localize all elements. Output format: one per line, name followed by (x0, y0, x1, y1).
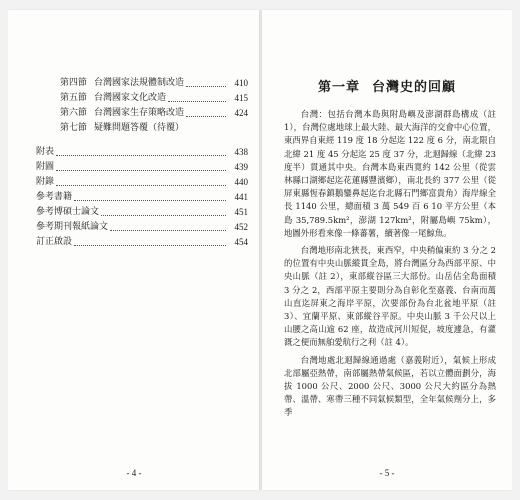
toc-entry[interactable] (36, 220, 248, 235)
page-number-left: - 4 - (126, 468, 142, 478)
left-page (8, 10, 260, 490)
toc-entry[interactable] (36, 91, 248, 106)
toc-entry-title: 台灣國家生存策略改造 (94, 108, 185, 118)
toc-section-number: 第四節 (60, 78, 88, 88)
toc-page-number: 438 (234, 147, 248, 157)
toc-entry-title: 附表 (36, 147, 55, 157)
toc-entry[interactable] (36, 205, 248, 220)
toc-section-number: 第七節 (60, 123, 88, 133)
toc-page-number: 451 (234, 207, 248, 217)
chapter-heading (262, 76, 512, 95)
toc-entry-title: 台灣國家文化改造 (94, 93, 167, 103)
body-paragraph: 台灣：包括台灣本島與附島嶼及澎湖群島構成（註1），台灣位處地球上最大陸、最大海洋的交會中心位置，東西界自東經 119 度 18 分起迄 122 度 6 分，南北限自北緯 21 度 45 分起迄 25 度 37 分，北迴歸線（北緯 23 度半）貫通其中央。台灣本島東西寬約 142 公里（從雲林縣口湖鄉起迄花蓮縣豐濱鄉），南北長約 377 公里（從屏東縣恆春鎮鵝鑾鼻起迄台北縣石門鄉富貴角）海岸線全長 1140 公里，總面積 3 萬 549 百 6 10 平方公里（本島 35,789.5km²，澎湖 127km²，附屬島嶼 75km），地圖外形看來像一條蕃薯，續著像一尾鯨魚。 (284, 109, 496, 238)
body-paragraph: 台灣地形南北狹長，東西窄，中央稍偏東約 3 分之 2 的位置有中央山脈縱貫全島，將台灣區分為西部平原、中央山脈（註 2），東部縱谷區三大部份。山岳佔全島面積 3 分之 2，西部平原主要則分為自彰化至嘉義、台南而萬山直迄屏東之海岸平原，次要部份為台北盆地平原（註 3）、宜蘭平原、東部縱谷平原。中央山脈 3 千公尺以上山腰之高山逾 62 座，故造成河川短促，坡度遽急，有灌溉之便而無舶愛航行之利（註 4）。 (284, 245, 496, 348)
toc-entry-title: 參考書籍 (36, 192, 73, 202)
toc-entry[interactable] (36, 76, 248, 91)
toc-leader-dots (74, 200, 226, 201)
toc-page-number: 440 (234, 177, 248, 187)
table-of-contents (36, 76, 248, 250)
chapter-title: 台灣史的回顧 (372, 80, 457, 95)
toc-leader-dots (168, 101, 226, 102)
toc-section-number: 第六節 (60, 108, 88, 118)
toc-entry-title: 台灣國家法規體制改造 (94, 78, 185, 88)
toc-entry-title: 參考博碩士論文 (36, 207, 100, 217)
toc-entry[interactable] (36, 145, 248, 160)
toc-entry-title: 附圖 (36, 162, 55, 172)
toc-entry[interactable] (36, 160, 248, 175)
toc-leader-dots (110, 230, 226, 231)
toc-leader-dots (186, 116, 226, 117)
toc-page-number: 441 (234, 192, 248, 202)
chapter-number: 第一章 (317, 80, 360, 95)
toc-section-number: 第五節 (60, 93, 88, 103)
toc-entry-title: 訂正啟設 (36, 237, 73, 247)
toc-entry-title: 疑難問題答覆（待覆） (94, 123, 185, 133)
toc-leader-dots (74, 245, 226, 246)
toc-leader-dots (56, 170, 226, 171)
right-page (262, 10, 512, 490)
toc-page-number: 439 (234, 162, 248, 172)
toc-page-number: 410 (234, 78, 248, 88)
toc-leader-dots (101, 215, 226, 216)
toc-page-number: 454 (234, 237, 248, 247)
toc-entry[interactable] (36, 175, 248, 190)
toc-entry[interactable] (36, 106, 248, 121)
page-number-right: - 5 - (379, 468, 395, 478)
body-paragraph: 台灣地處北迴歸線通過處（嘉義附近），氣候上形成北部屬亞熱帶，南部屬熱帶氣候區，若以立體面劃分，海拔 1000 公尺、2000 公尺、3000 公尺大約區分為熱帶、溫帶、寒帶三種不同氣候類型，全年氣候劑分上，多季 (284, 354, 496, 418)
toc-entry-title: 參考期刊報紙論文 (36, 222, 109, 232)
toc-leader-dots (186, 86, 226, 87)
toc-leader-dots (56, 155, 226, 156)
toc-page-number: 424 (234, 108, 248, 118)
toc-entry-title: 附錄 (36, 177, 55, 187)
toc-entry[interactable] (36, 190, 248, 205)
toc-page-number: 452 (234, 222, 248, 232)
toc-page-number: 415 (234, 93, 248, 103)
toc-leader-dots (56, 185, 226, 186)
chapter-body (284, 108, 496, 424)
toc-entry[interactable] (36, 235, 248, 250)
toc-entry[interactable] (36, 121, 248, 136)
